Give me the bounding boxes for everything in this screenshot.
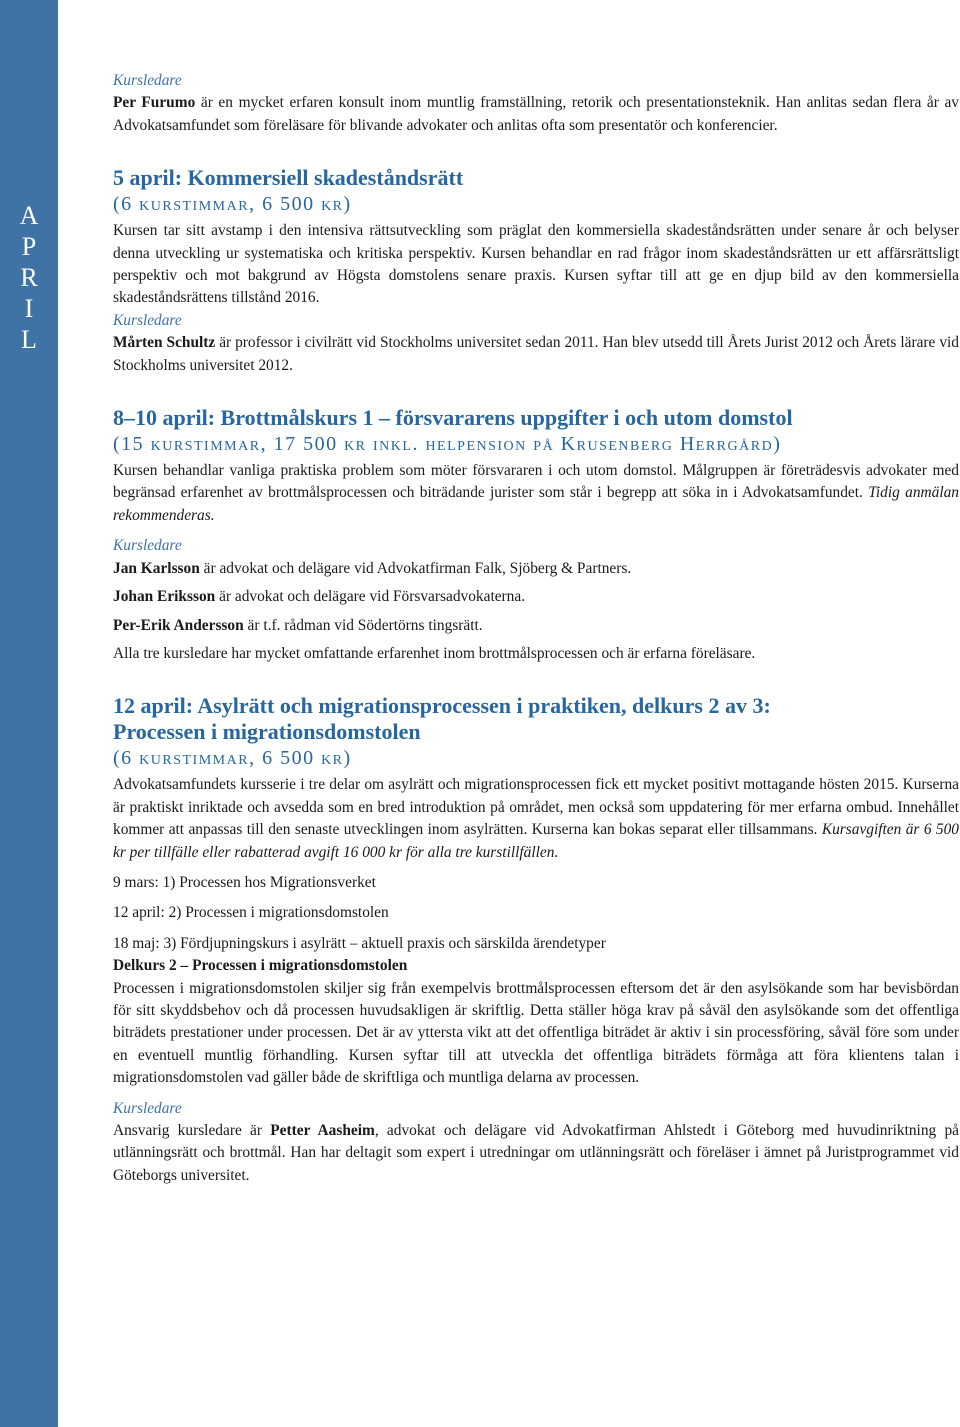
- kursledare-label: Kursledare: [113, 311, 182, 329]
- leader-text: , advokat och delägare vid Advokatfirman Ahlstedt i Göteborg med huvudinriktning på utlänningsrätt och brottmål. Han har deltagit som expert i utredningar om utlänningsrätt och föreläser i ämnet på Juristprogrammet vid Göteborgs universitet.: [113, 1122, 959, 1184]
- kursledare-label: Kursledare: [113, 1099, 182, 1117]
- leader-name: Petter Aasheim: [270, 1122, 375, 1139]
- description-text: Advokatsamfundets kursserie i tre delar om asylrätt och migrationsprocessen fick ett mycket positivt mottagande hösten 2015. Kurserna är praktiskt inriktade och avsedda som en bred introduktion på området, men också som uppdatering för mer erfarna ombud. Innehållet kommer att anpassas till den senaste utvecklingen inom asylrätten. Kurserna kan bokas separat eller tillsammans.: [113, 776, 959, 839]
- delkurs-heading-text: Delkurs 2 – Processen i migrationsdomstolen: [113, 957, 408, 975]
- sidebar-letter: R: [20, 263, 38, 292]
- leader-bio: [113, 332, 959, 377]
- leader-name: Jan Karlsson: [113, 559, 200, 577]
- leader-name: Johan Eriksson: [113, 588, 216, 606]
- course-subtitle: (6 kurstimmar, 6 500 kr): [113, 193, 352, 216]
- leader-text: är professor i civilrätt vid Stockholms universitet sedan 2011. Han blev utsedd till Årets Jurist 2012 och Årets lärare vid Stockholms universitet 2012.: [113, 334, 959, 374]
- course-description: [113, 460, 959, 527]
- course-subtitle: (15 kurstimmar, 17 500 kr inkl. helpension på Krusenberg Herrgård): [113, 433, 782, 456]
- kursledare-label: Kursledare: [113, 537, 182, 555]
- sidebar-letter: P: [21, 232, 37, 261]
- page-content: [113, 70, 959, 1187]
- description-text: Kursen behandlar vanliga praktiska problem som möter försvararen i och utom domstol. Målgruppen är företrädesvis advokater med begränsad erfarenhet av brottmålsprocessen och biträdande jurister som står i begrepp att söka in i Advokatsamfundet.: [113, 462, 959, 502]
- course-title-line: 12 april: Asylrätt och migrationsprocessen i praktiken, delkurs 2 av 3:: [113, 693, 771, 719]
- series-item: 18 maj: 3) Fördjupningskurs i asylrätt – aktuell praxis och särskilda ärendetyper: [113, 934, 606, 952]
- sidebar-letter: I: [24, 294, 34, 323]
- leader-text: är advokat och delägare vid Försvarsadvokaterna.: [215, 588, 526, 606]
- leader-bio: [113, 558, 959, 580]
- kursledare-label: Kursledare: [113, 72, 182, 89]
- course-description: [113, 774, 959, 864]
- course-section: [113, 693, 959, 1187]
- month-sidebar: [0, 0, 58, 1427]
- month-letters: [0, 200, 58, 355]
- leader-bio: [113, 92, 959, 137]
- delkurs-heading: [113, 955, 959, 977]
- series-item: 9 mars: 1) Processen hos Migrationsverket: [113, 873, 376, 891]
- leader-text: är en mycket erfaren konsult inom muntlig framställning, retorik och presentationsteknik. Han anlitas sedan flera år av Advokatsamfundet som föreläsare för blivande advokater och anlitas ofta som presentatör och konferencier.: [113, 94, 959, 134]
- leader-bio: [113, 615, 959, 637]
- course-title-line: Processen i migrationsdomstolen: [113, 719, 421, 745]
- closing-text: Alla tre kursledare har mycket omfattande erfarenhet inom brottmålsprocessen och är erfarna föreläsare.: [113, 644, 756, 662]
- leader-bio: [113, 1120, 959, 1187]
- leader-bio: [113, 586, 959, 608]
- series-item: 12 april: 2) Processen i migrationsdomstolen: [113, 904, 389, 922]
- course-subtitle: (6 kurstimmar, 6 500 kr): [113, 747, 352, 770]
- sidebar-letter: L: [21, 325, 37, 354]
- leader-text: är advokat och delägare vid Advokatfirman Falk, Sjöberg & Partners.: [199, 559, 632, 577]
- course-title: 8–10 april: Brottmålskurs 1 – försvararens uppgifter i och utom domstol: [113, 405, 793, 431]
- course-description: Kursen tar sitt avstamp i den intensiva rättsutveckling som präglat den kommersiella skadeståndsrätten under senare år och belyser denna utveckling ur systematiska och kritiska perspektiv. Kursen behandlar en rad frågor inom skadeståndsrätten ur ett affärsrättsligt perspektiv och mot bakgrund av Högsta domstolens senare praxis. Kursen syftar till att ge en djup bild av den kommersiella skadeståndsrättens tillstånd 2016.: [113, 222, 959, 307]
- leader-prefix: Ansvarig kursledare är: [113, 1122, 271, 1139]
- description-note: Tidig anmälan rekommenderas.: [113, 484, 959, 524]
- course-title: 5 april: Kommersiell skadeståndsrätt: [113, 165, 464, 191]
- sidebar-letter: A: [19, 201, 39, 230]
- leader-name: Mårten Schultz: [113, 334, 216, 352]
- leader-name: Per Furumo: [113, 94, 196, 112]
- course-title: [113, 693, 959, 745]
- leader-text: är t.f. rådman vid Södertörns tingsrätt.: [243, 616, 483, 634]
- delkurs-text: Processen i migrationsdomstolen skiljer sig från exempelvis brottmålsprocessen eftersom det är den asylsökande som har bevisbördan för sitt skyddsbehov och då processen huvudsakligen är skriftlig. Detta ställer höga krav på såväl den asylsökande som det offentliga biträdets prestationer under processen. Det är av yttersta vikt att det offentliga biträdet är aktiv i sin processföring, såväl före som under en eventuell muntlig förhandling. Kursen syftar till att utveckla det offentliga biträdets förmåga att föra klientens talan i migrationsdomstolen vad gäller både de skriftliga och muntliga delarna av processen.: [113, 979, 959, 1087]
- course-section: [113, 405, 959, 665]
- leader-name: Per-Erik Andersson: [113, 616, 244, 634]
- description-note: Kursavgiften är 6 500 kr per tillfälle eller rabatterad avgift 16 000 kr för alla tre kurstillfällen.: [113, 821, 959, 861]
- course-section: [113, 165, 959, 377]
